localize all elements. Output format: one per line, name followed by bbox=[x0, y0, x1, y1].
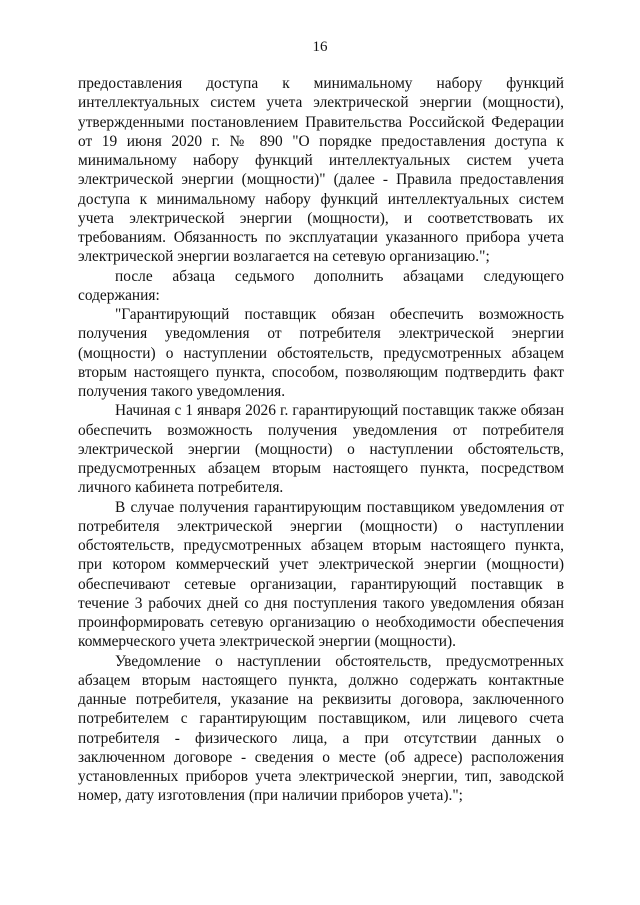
paragraph: предоставления доступа к минимальному набору функций интеллектуальных систем учета электрической энергии (мощности), утвержденными постановлением Правительства Российской Федерации от 19 июня 2020 г. № 890 "О порядке предоставления доступа к минимальному набору функций интеллектуальных систем учета электрической энергии (мощности)" (далее - Правила предоставления доступа к минимальному набору функций интеллектуальных систем учета электрической энергии (мощности), и соответствовать их требованиям. Обязанность по эксплуатации указанного прибора учета электрической энергии возлагается на сетевую организацию."; bbox=[78, 75, 564, 266]
document-body bbox=[78, 74, 564, 806]
paragraph: Уведомление о наступлении обстоятельств, предусмотренных абзацем вторым настоящего пункта, должно содержать контактные данные потребителя, указание на реквизиты договора, заключенного потребителем с гарантирующим поставщиком, или лицевого счета потребителя - физического лица, а при отсутствии данных о заключенном договоре - сведения о месте (об адресе) расположения установленных приборов учета электрической энергии, тип, заводской номер, дату изготовления (при наличии приборов учета)."; bbox=[78, 652, 564, 805]
page-number: 16 bbox=[312, 39, 328, 55]
paragraph: Начиная с 1 января 2026 г. гарантирующий поставщик также обязан обеспечить возможность получения уведомления от потребителя электрической энергии (мощности) о наступлении обстоятельств, предусмотренных абзацем вторым настоящего пункта, посредством личного кабинета потребителя. bbox=[78, 402, 564, 497]
paragraph: В случае получения гарантирующим поставщиком уведомления от потребителя электрической энергии (мощности) о наступлении обстоятельств, предусмотренных абзацем вторым настоящего пункта, при котором коммерческий учет электрической энергии (мощности) обеспечивают сетевые организации, гарантирующий поставщик в течение 3 рабочих дней со дня поступления такого уведомления обязан проинформировать сетевую организацию о необходимости обеспечения коммерческого учета электрической энергии (мощности). bbox=[78, 498, 564, 651]
paragraph: после абзаца седьмого дополнить абзацами следующего содержания: bbox=[78, 267, 564, 304]
paragraph: "Гарантирующий поставщик обязан обеспечить возможность получения уведомления от потребителя электрической энергии (мощности) о наступлении обстоятельств, предусмотренных абзацем вторым настоящего пункта, способом, позволяющим подтвердить факт получения такого уведомления. bbox=[78, 306, 564, 400]
